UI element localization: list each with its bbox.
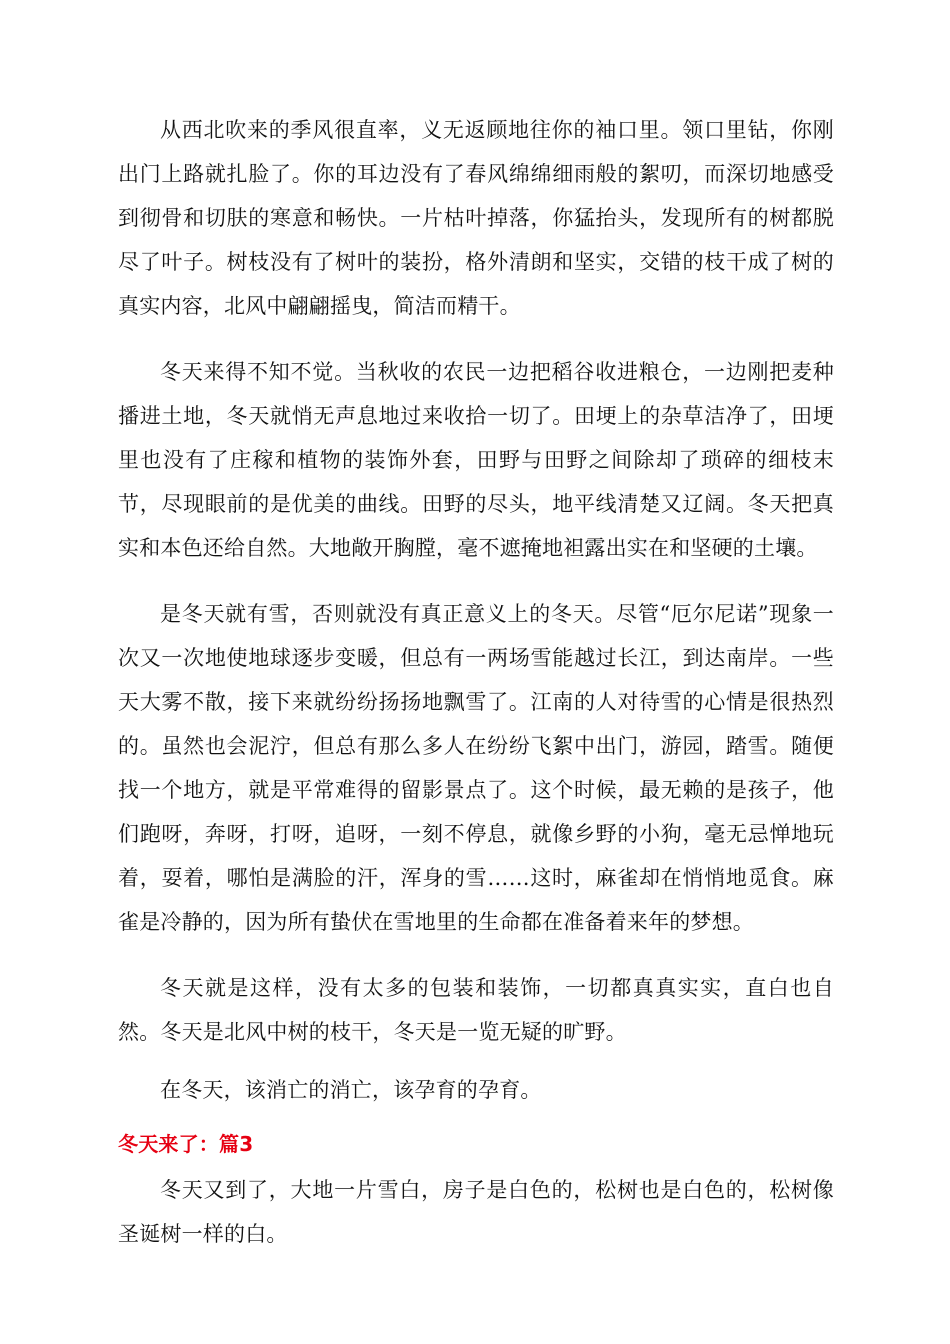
paragraph-northwest-wind: 从西北吹来的季风很直率，义无返顾地往你的袖口里。领口里钻，你刚出门上路就扎脸了。你的耳边没有了春风绵绵细雨般的絮叨，而深切地感受到彻骨和切肤的寒意和畅快。一片枯叶掉落，你猛抬头，发现所有的树都脱尽了叶子。树枝没有了树叶的装扮，格外清朗和坚实，交错的枝干成了树的真实内容，北风中翩翩摇曳，简洁而精干。 <box>118 118 834 318</box>
section-paragraph: 冬天又到了，大地一片雪白，房子是白色的，松树也是白色的，松树像圣诞树一样的白。 <box>118 1178 834 1246</box>
paragraph-winter-snow: 是冬天就有雪，否则就没有真正意义上的冬天。尽管“厄尔尼诺”现象一次又一次地使地球逐步变暖，但总有一两场雪能越过长江，到达南岸。一些天大雾不散，接下来就纷纷扬扬地飘雪了。江南的人对待雪的心情是很热烈的。虽然也会泥泞，但总有那么多人在纷纷飞絮中出门，游园，踏雪。随便找一个地方，就是平常难得的留影景点了。这个时候，最无赖的是孩子，他们跑呀，奔呀，打呀，追呀，一刻不停息，就像乡野的小狗，毫无忌惮地玩着，耍着，哪怕是满脸的汗，浑身的雪……这时，麻雀却在悄悄地觅食。麻雀是冷静的，因为所有蛰伏在雪地里的生命都在准备着来年的梦想。 <box>118 602 834 934</box>
section-title: 冬天来了：篇3 <box>118 1132 254 1156</box>
document-content <box>118 108 834 1278</box>
paragraph-in-winter: 在冬天，该消亡的消亡，该孕育的孕育。 <box>160 1078 542 1102</box>
paragraph-winter-arrives-quietly: 冬天来得不知不觉。当秋收的农民一边把稻谷收进粮仓，一边刚把麦种播进土地，冬天就悄无声息地过来收拾一切了。田埂上的杂草洁净了，田埂里也没有了庄稼和植物的装饰外套，田野与田野之间除却了琐碎的细枝末节，尽现眼前的是优美的曲线。田野的尽头，地平线清楚又辽阔。冬天把真实和本色还给自然。大地敞开胸膛，毫不遮掩地袒露出实在和坚硬的土壤。 <box>118 360 834 560</box>
paragraph-winter-is-like-this: 冬天就是这样，没有太多的包装和装饰，一切都真真实实，直白也自然。冬天是北风中树的枝干，冬天是一览无疑的旷野。 <box>118 976 834 1044</box>
